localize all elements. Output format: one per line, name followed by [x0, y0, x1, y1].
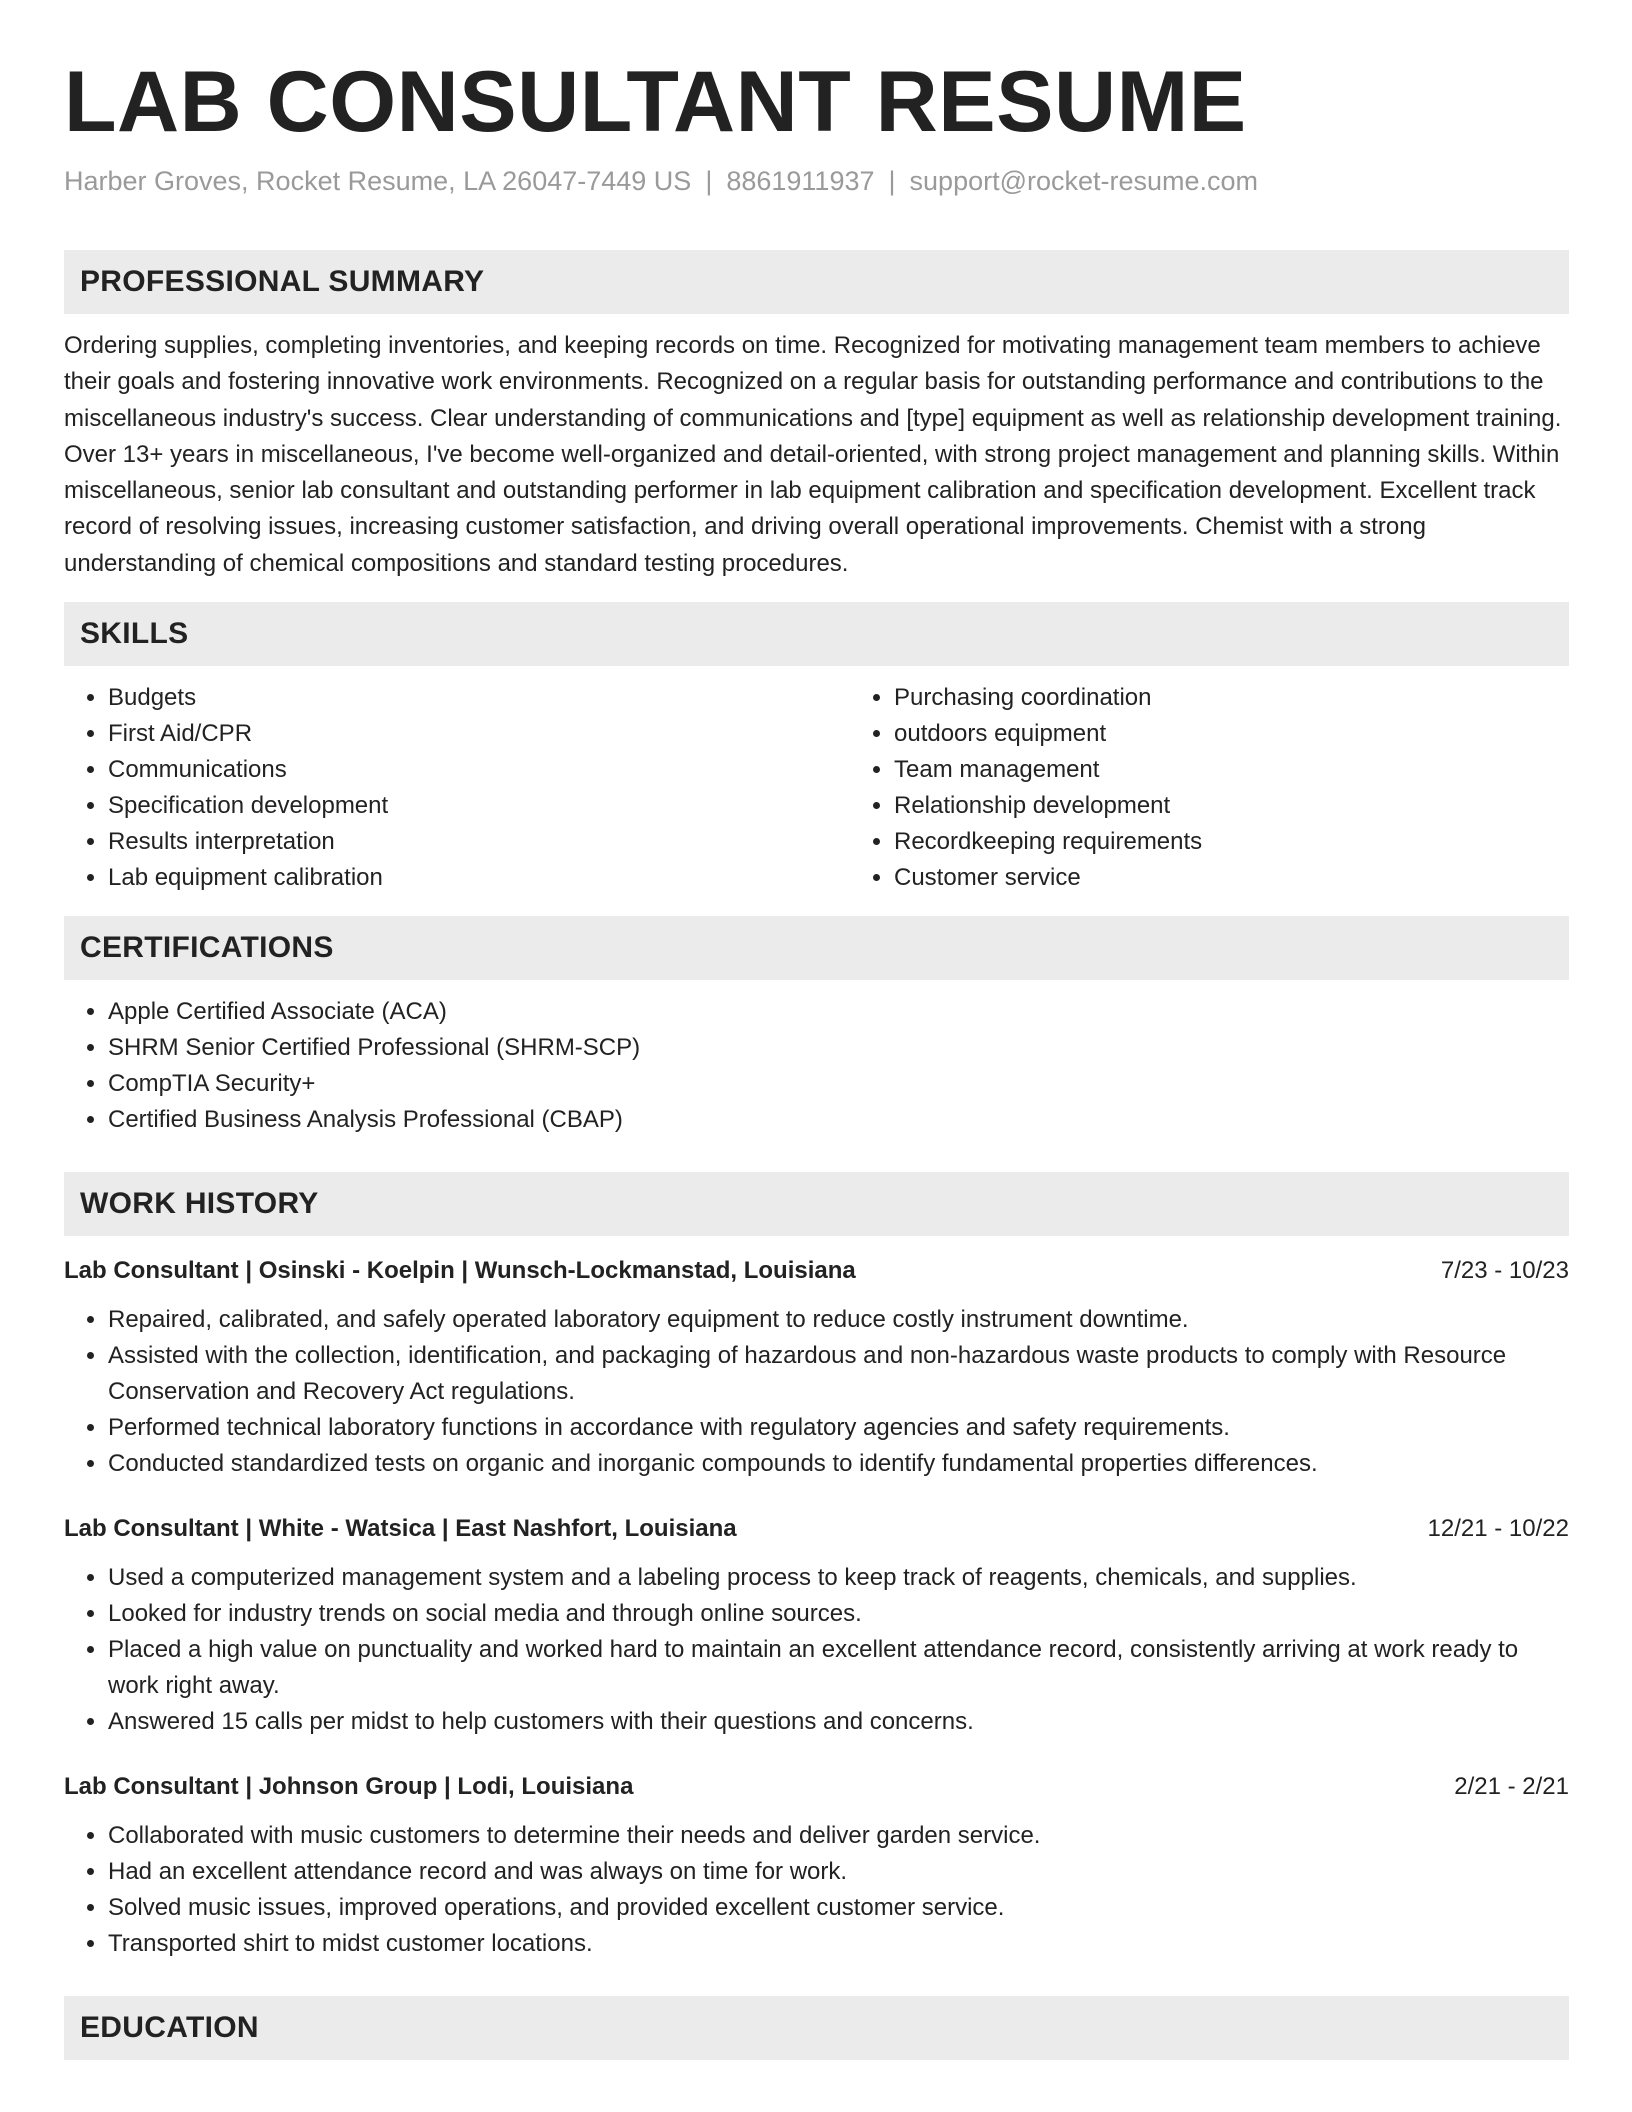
contact-separator: |	[705, 166, 713, 196]
job-title: Lab Consultant | Johnson Group | Lodi, Louisiana	[64, 1773, 634, 1801]
skills-list-left	[64, 680, 850, 896]
certifications-heading: CERTIFICATIONS	[64, 916, 1569, 980]
contact-line	[64, 162, 1569, 200]
work-history-heading: WORK HISTORY	[64, 1172, 1569, 1236]
job-bullet: • Placed a high value on punctuality and worked hard to maintain an excellent attendance record, consistently arriving at work ready to work right away.	[108, 1632, 1569, 1704]
job-header	[64, 1254, 1569, 1288]
skill-item: • Purchasing coordination	[894, 680, 1632, 716]
summary-heading: PROFESSIONAL SUMMARY	[64, 250, 1569, 314]
skills-list-right	[850, 680, 1632, 896]
skill-item: • First Aid/CPR	[108, 716, 850, 752]
contact-separator: |	[888, 166, 896, 196]
skills-grid	[64, 680, 1569, 896]
skill-item: • Customer service	[894, 860, 1632, 896]
skills-heading: SKILLS	[64, 602, 1569, 666]
education-heading: EDUCATION	[64, 1996, 1569, 2060]
skill-item: • Team management	[894, 752, 1632, 788]
job-bullets	[64, 1302, 1569, 1482]
skill-item: • Budgets	[108, 680, 850, 716]
job-entry	[64, 1770, 1569, 1962]
job-bullet: • Answered 15 calls per midst to help customers with their questions and concerns.	[108, 1704, 1569, 1740]
contact-phone: 8861911937	[726, 166, 875, 196]
job-title: Lab Consultant | White - Watsica | East Nashfort, Louisiana	[64, 1515, 737, 1543]
skill-item: • outdoors equipment	[894, 716, 1632, 752]
certification-item: • CompTIA Security+	[108, 1066, 1569, 1102]
job-header	[64, 1512, 1569, 1546]
skill-item: • Communications	[108, 752, 850, 788]
job-bullet: • Solved music issues, improved operations, and provided excellent customer service.	[108, 1890, 1569, 1926]
summary-text: Ordering supplies, completing inventories, and keeping records on time. Recognized for motivating management team members to achieve their goals and fostering innovative work environments. Recognized on a regular basis for outstanding performance and contributions to the miscellaneous industry's success. Clear understanding of communications and [type] equipment as well as relationship development training. Over 13+ years in miscellaneous, I've become well-organized and detail-oriented, with strong project management and planning skills. Within miscellaneous, senior lab consultant and outstanding performer in lab equipment calibration and specification development. Excellent track record of resolving issues, increasing customer satisfaction, and driving overall operational improvements. Chemist with a strong understanding of chemical compositions and standard testing procedures.	[64, 332, 1562, 577]
skill-item: • Specification development	[108, 788, 850, 824]
contact-address: Harber Groves, Rocket Resume, LA 26047-7449 US	[64, 166, 692, 196]
job-bullet: • Assisted with the collection, identification, and packaging of hazardous and non-hazardous waste products to comply with Resource Conservation and Recovery Act regulations.	[108, 1338, 1569, 1410]
job-bullets	[64, 1560, 1569, 1740]
job-title: Lab Consultant | Osinski - Koelpin | Wunsch-Lockmanstad, Louisiana	[64, 1257, 856, 1285]
certification-item: • Apple Certified Associate (ACA)	[108, 994, 1569, 1030]
job-header	[64, 1770, 1569, 1804]
job-dates: 7/23 - 10/23	[1440, 1257, 1569, 1285]
skill-item: • Results interpretation	[108, 824, 850, 860]
job-bullet: • Used a computerized management system and a labeling process to keep track of reagents, chemicals, and supplies.	[108, 1560, 1569, 1596]
job-bullet: • Transported shirt to midst customer locations.	[108, 1926, 1569, 1962]
job-bullet: • Had an excellent attendance record and was always on time for work.	[108, 1854, 1569, 1890]
job-bullet: • Collaborated with music customers to determine their needs and deliver garden service.	[108, 1818, 1569, 1854]
resume-title: LAB CONSULTANT RESUME	[64, 54, 1247, 150]
skill-item: • Relationship development	[894, 788, 1632, 824]
skill-item: • Lab equipment calibration	[108, 860, 850, 896]
job-bullet: • Looked for industry trends on social media and through online sources.	[108, 1596, 1569, 1632]
job-bullet: • Performed technical laboratory functions in accordance with regulatory agencies and safety requirements.	[108, 1410, 1569, 1446]
certifications-list	[64, 994, 1569, 1138]
job-bullets	[64, 1818, 1569, 1962]
job-entry	[64, 1512, 1569, 1740]
job-entry	[64, 1254, 1569, 1482]
skill-item: • Recordkeeping requirements	[894, 824, 1632, 860]
contact-email: support@rocket-resume.com	[909, 166, 1259, 196]
job-bullet: • Repaired, calibrated, and safely operated laboratory equipment to reduce costly instrument downtime.	[108, 1302, 1569, 1338]
job-bullet: • Conducted standardized tests on organic and inorganic compounds to identify fundamental properties differences.	[108, 1446, 1569, 1482]
certification-item: • Certified Business Analysis Professional (CBAP)	[108, 1102, 1569, 1138]
job-dates: 2/21 - 2/21	[1454, 1773, 1569, 1801]
certification-item: • SHRM Senior Certified Professional (SHRM-SCP)	[108, 1030, 1569, 1066]
job-dates: 12/21 - 10/22	[1427, 1515, 1569, 1543]
